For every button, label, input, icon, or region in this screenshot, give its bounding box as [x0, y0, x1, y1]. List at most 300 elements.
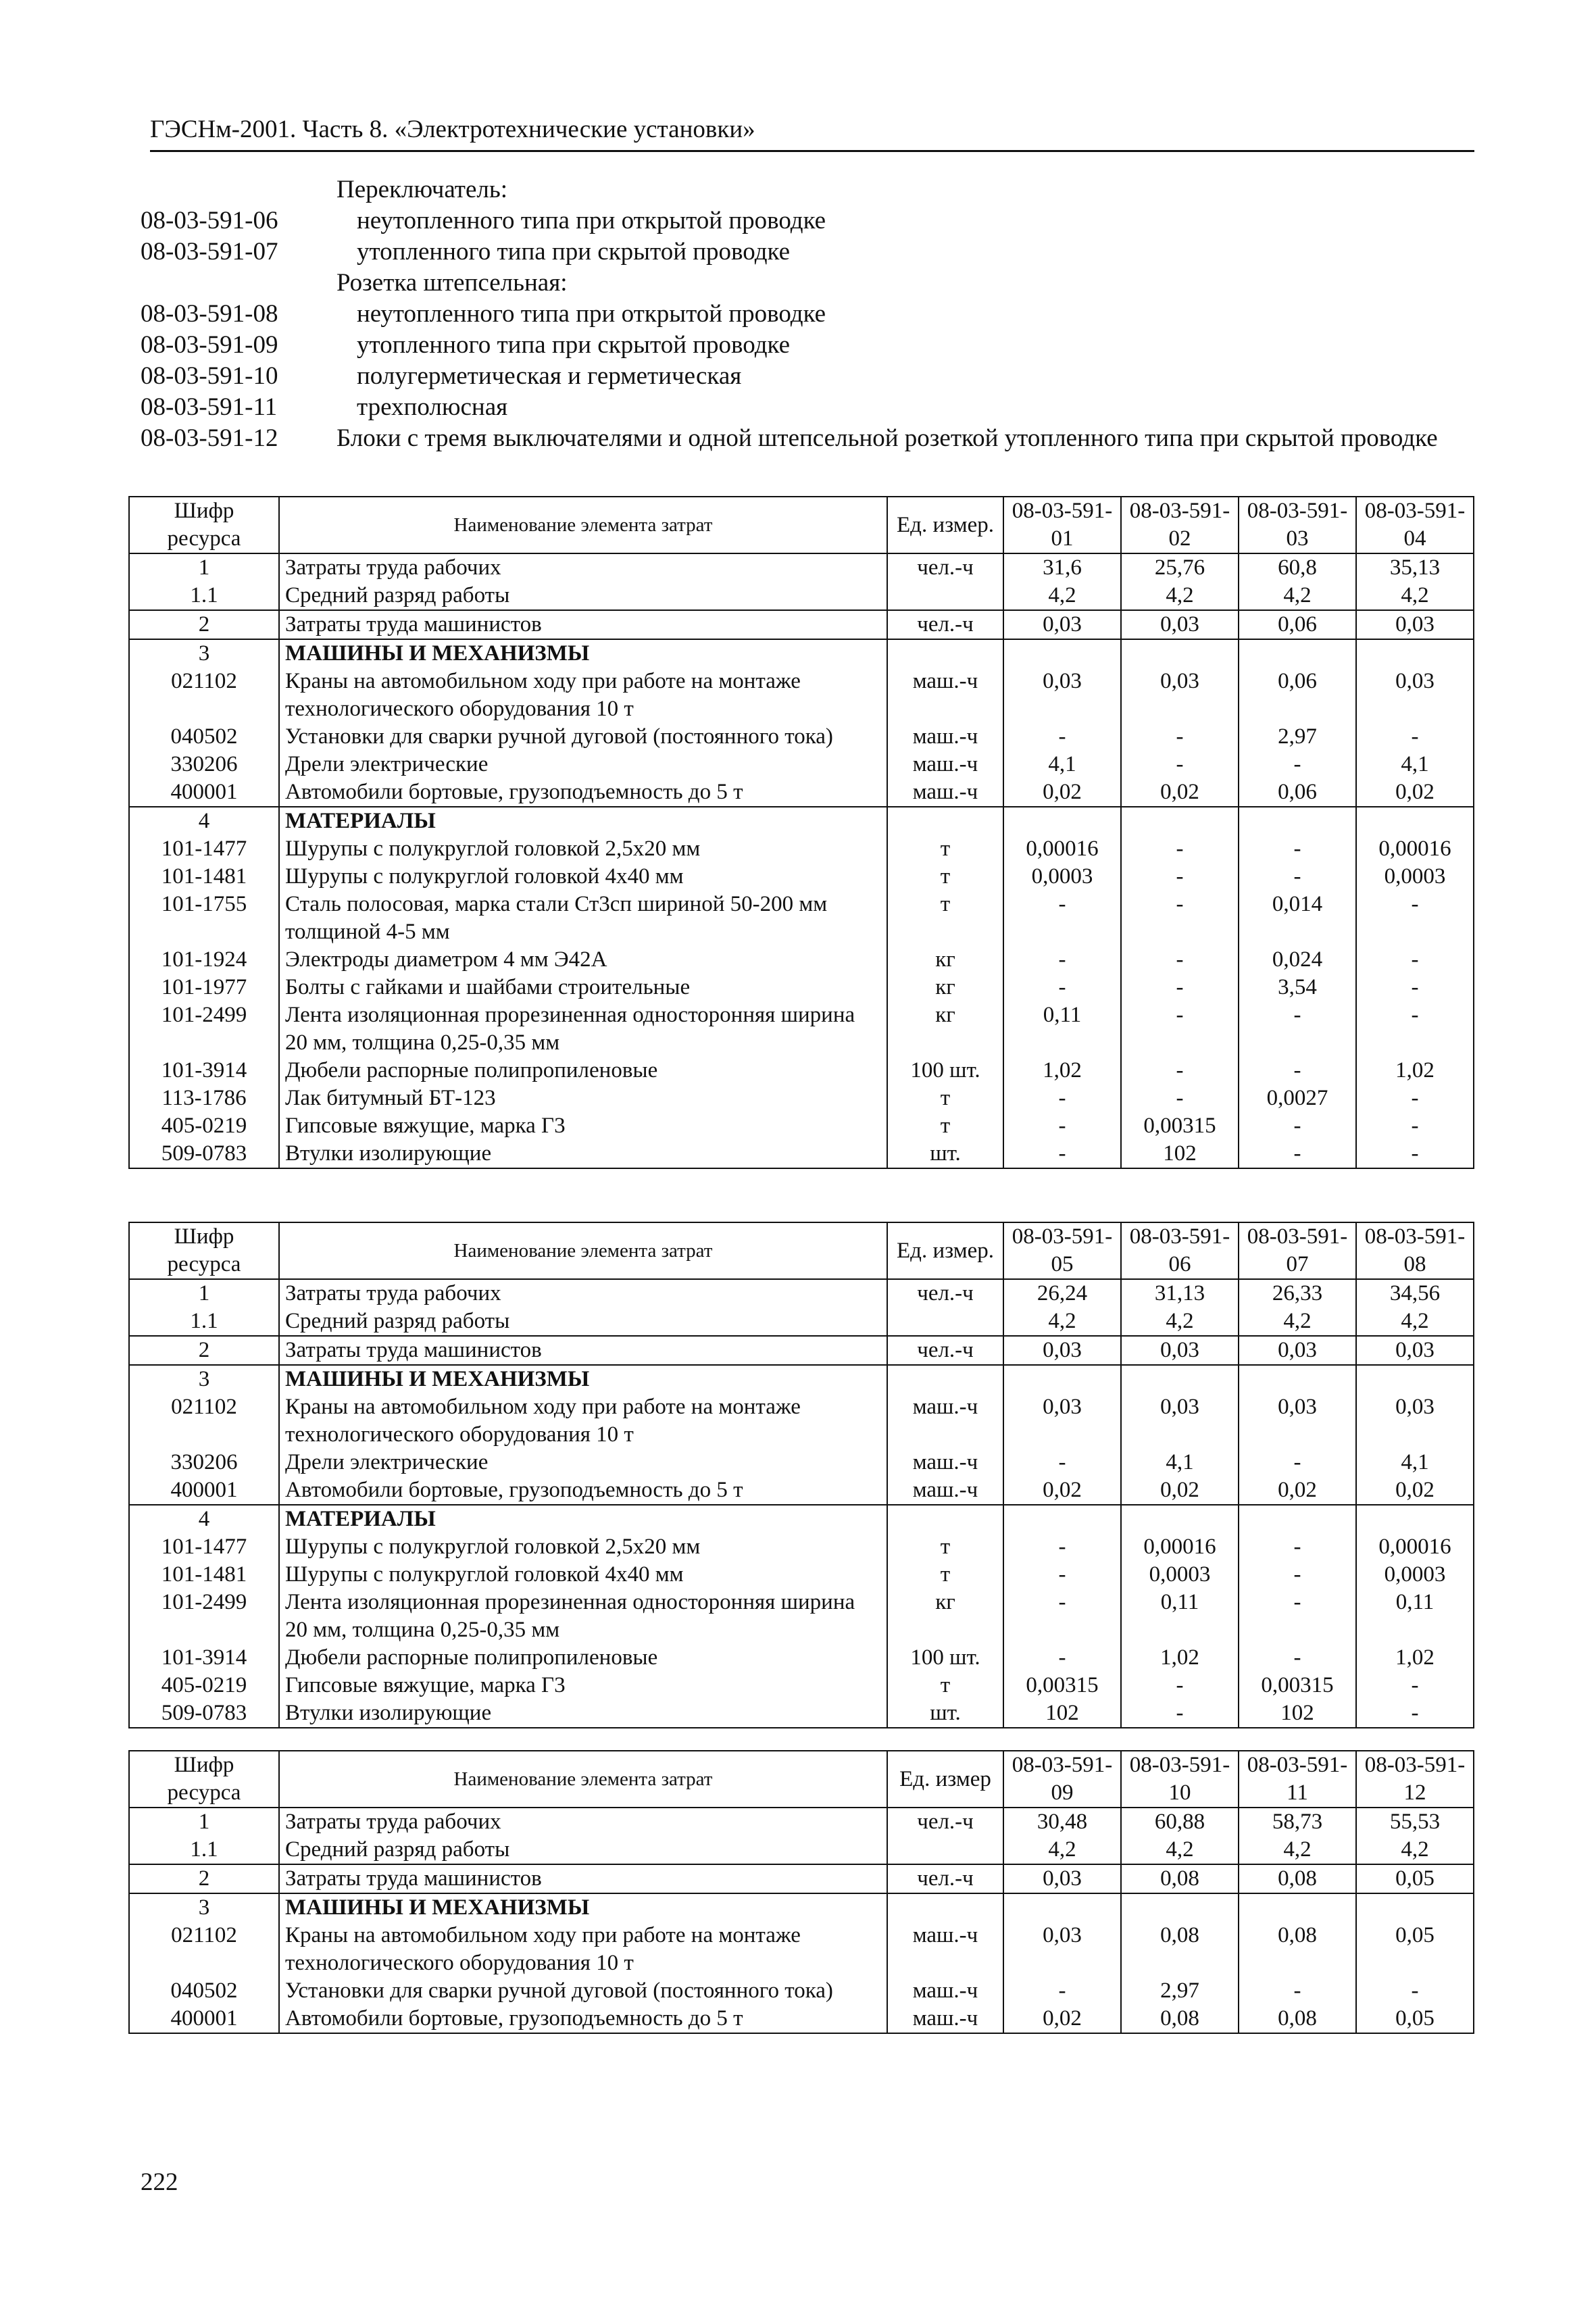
value-cell: 4,2 [1239, 582, 1356, 610]
resource-code: 4 [129, 1505, 279, 1533]
cost-element-name: Шурупы с полукруглой головкой 4х40 мм [279, 1561, 887, 1589]
table-row [129, 1001, 1474, 1057]
value-cell: - [1356, 1699, 1474, 1728]
value-cell: 0,11 [1121, 1589, 1239, 1644]
intro-row [141, 268, 1478, 299]
resource-code: 3 [129, 1893, 279, 1922]
value-cell: 0,08 [1239, 2005, 1356, 2033]
value-cell: 60,8 [1239, 553, 1356, 582]
cost-element-name: Краны на автомобильном ходу при работе на монтаже технологического оборудования 10 т [279, 1393, 887, 1449]
value-cell: - [1121, 751, 1239, 778]
column-header: 08-03-591-10 [1121, 1751, 1239, 1808]
value-cell [1356, 807, 1474, 835]
value-cell: 0,03 [1121, 668, 1239, 723]
table-row [129, 1112, 1474, 1140]
unit-cell: маш.-ч [887, 723, 1003, 751]
value-cell: 0,11 [1356, 1589, 1474, 1644]
value-cell: 4,1 [1121, 1449, 1239, 1476]
table-row [129, 1672, 1474, 1699]
value-cell: - [1239, 1589, 1356, 1644]
value-cell: 4,1 [1356, 1449, 1474, 1476]
unit-cell: маш.-ч [887, 1393, 1003, 1449]
unit-cell: 100 шт. [887, 1644, 1003, 1672]
column-header: Шифр ресурса [129, 1222, 279, 1279]
value-cell [1121, 1365, 1239, 1393]
column-header: Наименование элемента затрат [279, 1222, 887, 1279]
unit-cell [887, 1365, 1003, 1393]
value-cell: - [1356, 891, 1474, 946]
intro-row [141, 237, 1478, 268]
value-cell: 1,02 [1121, 1644, 1239, 1672]
value-cell: 0,02 [1121, 1476, 1239, 1505]
intro-code: 08-03-591-06 [141, 207, 278, 234]
value-cell: - [1239, 1533, 1356, 1561]
value-cell: 4,1 [1356, 751, 1474, 778]
unit-cell: кг [887, 1589, 1003, 1644]
value-cell: 0,11 [1003, 1001, 1121, 1057]
intro-text: Блоки с тремя выключателями и одной штепсельной розеткой утопленного типа при скрытой проводке [336, 424, 1438, 452]
value-cell: 4,1 [1003, 751, 1121, 778]
value-cell: 0,03 [1356, 610, 1474, 639]
unit-cell [887, 639, 1003, 668]
value-cell: - [1003, 1085, 1121, 1112]
cost-element-name: Средний разряд работы [279, 1308, 887, 1336]
unit-cell: чел.-ч [887, 1336, 1003, 1365]
value-cell: 0,03 [1239, 1393, 1356, 1449]
value-cell: 0,02 [1003, 2005, 1121, 2033]
intro-code [141, 174, 336, 205]
value-cell: 0,03 [1003, 1336, 1121, 1365]
unit-cell: т [887, 1561, 1003, 1589]
value-cell: 0,00016 [1356, 1533, 1474, 1561]
resource-code: 101-1755 [129, 891, 279, 946]
column-header: Шифр ресурса [129, 497, 279, 553]
value-cell: - [1239, 1001, 1356, 1057]
column-header: 08-03-591-03 [1239, 497, 1356, 553]
unit-cell: т [887, 1112, 1003, 1140]
resource-code: 021102 [129, 668, 279, 723]
value-cell: 0,08 [1121, 1922, 1239, 1977]
unit-cell: т [887, 863, 1003, 891]
unit-cell: кг [887, 946, 1003, 974]
value-cell [1239, 1893, 1356, 1922]
intro-text: утопленного типа при скрытой проводке [357, 238, 791, 266]
cost-element-name: Шурупы с полукруглой головкой 2,5х20 мм [279, 1533, 887, 1561]
unit-cell: шт. [887, 1699, 1003, 1728]
value-cell: - [1356, 1977, 1474, 2005]
page-header: ГЭСНм-2001. Часть 8. «Электротехнические установки» [150, 114, 1474, 152]
value-cell: - [1239, 1140, 1356, 1168]
table-row [129, 835, 1474, 863]
resource-code: 2 [129, 1864, 279, 1893]
resource-code: 400001 [129, 1476, 279, 1505]
page-number: 222 [141, 2168, 178, 2196]
value-cell: 35,13 [1356, 553, 1474, 582]
value-cell [1003, 639, 1121, 668]
value-cell: 58,73 [1239, 1808, 1356, 1836]
value-cell: - [1003, 1112, 1121, 1140]
value-cell [1003, 807, 1121, 835]
value-cell: - [1239, 1561, 1356, 1589]
value-cell: 0,08 [1121, 1864, 1239, 1893]
value-cell: 25,76 [1121, 553, 1239, 582]
resource-code: 3 [129, 1365, 279, 1393]
unit-cell: кг [887, 974, 1003, 1001]
unit-cell: чел.-ч [887, 553, 1003, 582]
unit-cell: т [887, 835, 1003, 863]
intro-row [141, 423, 1478, 454]
unit-cell: 100 шт. [887, 1057, 1003, 1085]
table-row [129, 639, 1474, 668]
value-cell [1121, 639, 1239, 668]
value-cell: - [1121, 1001, 1239, 1057]
cost-element-name: Гипсовые вяжущие, марка Г3 [279, 1112, 887, 1140]
table-row [129, 974, 1474, 1001]
resource-code: 2 [129, 610, 279, 639]
intro-text: трехполюсная [357, 393, 508, 421]
intro-code [141, 268, 336, 299]
resource-code: 021102 [129, 1393, 279, 1449]
resource-code: 101-1481 [129, 863, 279, 891]
value-cell: 4,2 [1121, 582, 1239, 610]
column-header: 08-03-591-05 [1003, 1222, 1121, 1279]
value-cell: 0,05 [1356, 1922, 1474, 1977]
cost-element-name: Электроды диаметром 4 мм Э42А [279, 946, 887, 974]
value-cell: - [1239, 751, 1356, 778]
value-cell: - [1003, 891, 1121, 946]
unit-cell: маш.-ч [887, 1449, 1003, 1476]
table-row [129, 1336, 1474, 1365]
cost-element-name: Втулки изолирующие [279, 1699, 887, 1728]
table-row [129, 553, 1474, 582]
unit-cell: маш.-ч [887, 778, 1003, 807]
resource-code: 509-0783 [129, 1140, 279, 1168]
value-cell [1356, 1505, 1474, 1533]
resource-code: 040502 [129, 1977, 279, 2005]
value-cell: - [1356, 1001, 1474, 1057]
cost-element-name: Лента изоляционная прорезиненная односторонняя ширина 20 мм, толщина 0,25-0,35 мм [279, 1589, 887, 1644]
column-header: 08-03-591-12 [1356, 1751, 1474, 1808]
value-cell: 4,2 [1239, 1308, 1356, 1336]
table-row [129, 863, 1474, 891]
cost-element-name: МАШИНЫ И МЕХАНИЗМЫ [279, 1365, 887, 1393]
value-cell: - [1003, 723, 1121, 751]
cost-element-name: Средний разряд работы [279, 582, 887, 610]
value-cell [1356, 1893, 1474, 1922]
value-cell: 0,0003 [1356, 1561, 1474, 1589]
value-cell: - [1121, 723, 1239, 751]
cost-element-name: Дюбели распорные полипропиленовые [279, 1644, 887, 1672]
cost-element-name: Дрели электрические [279, 751, 887, 778]
value-cell: 0,03 [1003, 610, 1121, 639]
value-cell: 1,02 [1003, 1057, 1121, 1085]
cost-element-name: Автомобили бортовые, грузоподъемность до 5 т [279, 778, 887, 807]
resource-code: 509-0783 [129, 1699, 279, 1728]
value-cell: 0,03 [1003, 1393, 1121, 1449]
resource-code: 101-3914 [129, 1057, 279, 1085]
value-cell: - [1121, 891, 1239, 946]
unit-cell: маш.-ч [887, 668, 1003, 723]
table-row [129, 2005, 1474, 2033]
resource-code: 3 [129, 639, 279, 668]
value-cell: 0,06 [1239, 778, 1356, 807]
table-row [129, 946, 1474, 974]
value-cell: - [1121, 946, 1239, 974]
column-header: Шифр ресурса [129, 1751, 279, 1808]
value-cell [1239, 1505, 1356, 1533]
cost-element-name: Затраты труда рабочих [279, 1808, 887, 1836]
resource-code: 400001 [129, 2005, 279, 2033]
cost-element-name: Дюбели распорные полипропиленовые [279, 1057, 887, 1085]
value-cell: 1,02 [1356, 1644, 1474, 1672]
value-cell: 60,88 [1121, 1808, 1239, 1836]
cost-element-name: Затраты труда машинистов [279, 1336, 887, 1365]
unit-cell [887, 1308, 1003, 1336]
cost-element-name: Шурупы с полукруглой головкой 4х40 мм [279, 863, 887, 891]
table-row [129, 1893, 1474, 1922]
value-cell: - [1239, 835, 1356, 863]
intro-text: Переключатель: [336, 176, 508, 203]
column-header: 08-03-591-06 [1121, 1222, 1239, 1279]
value-cell: 0,03 [1356, 668, 1474, 723]
resource-code: 101-1477 [129, 1533, 279, 1561]
table-row [129, 1864, 1474, 1893]
cost-element-name: Затраты труда рабочих [279, 553, 887, 582]
resource-code: 101-2499 [129, 1001, 279, 1057]
table-row [129, 778, 1474, 807]
value-cell [1356, 1365, 1474, 1393]
column-header: 08-03-591-08 [1356, 1222, 1474, 1279]
resource-code: 1 [129, 553, 279, 582]
value-cell: - [1356, 1112, 1474, 1140]
table-row [129, 1561, 1474, 1589]
column-header: Ед. измер. [887, 1222, 1003, 1279]
resource-code: 021102 [129, 1922, 279, 1977]
cost-element-name: Затраты труда машинистов [279, 610, 887, 639]
value-cell [1121, 1505, 1239, 1533]
table-row [129, 751, 1474, 778]
value-cell [1239, 807, 1356, 835]
column-header: Наименование элемента затрат [279, 497, 887, 553]
value-cell: 0,05 [1356, 2005, 1474, 2033]
value-cell: - [1356, 1140, 1474, 1168]
cost-element-name: Лак битумный БТ-123 [279, 1085, 887, 1112]
intro-list [141, 174, 1478, 454]
unit-cell: маш.-ч [887, 2005, 1003, 2033]
resource-code: 101-1477 [129, 835, 279, 863]
resource-table-3 [128, 1750, 1474, 2034]
value-cell: - [1356, 723, 1474, 751]
column-header: Ед. измер. [887, 497, 1003, 553]
value-cell: - [1121, 835, 1239, 863]
cost-element-name: Затраты труда рабочих [279, 1279, 887, 1308]
value-cell: - [1003, 946, 1121, 974]
column-header: 08-03-591-07 [1239, 1222, 1356, 1279]
value-cell: 0,0003 [1121, 1561, 1239, 1589]
unit-cell: чел.-ч [887, 610, 1003, 639]
value-cell: - [1239, 1644, 1356, 1672]
value-cell: - [1356, 1672, 1474, 1699]
column-header: 08-03-591-11 [1239, 1751, 1356, 1808]
unit-cell: маш.-ч [887, 1922, 1003, 1977]
resource-table-2 [128, 1222, 1474, 1728]
table-row [129, 582, 1474, 610]
unit-cell [887, 807, 1003, 835]
value-cell: 31,13 [1121, 1279, 1239, 1308]
table-row [129, 1977, 1474, 2005]
unit-cell: шт. [887, 1140, 1003, 1168]
table-row [129, 668, 1474, 723]
resource-code: 1.1 [129, 582, 279, 610]
table-row [129, 807, 1474, 835]
table-row [129, 1308, 1474, 1336]
cost-element-name: МАТЕРИАЛЫ [279, 807, 887, 835]
resource-code: 1.1 [129, 1836, 279, 1864]
table-row [129, 1476, 1474, 1505]
intro-text: неутопленного типа при открытой проводке [357, 207, 826, 234]
unit-cell: чел.-ч [887, 1864, 1003, 1893]
column-header: 08-03-591-04 [1356, 497, 1474, 553]
value-cell: 4,2 [1003, 582, 1121, 610]
cost-element-name: Установки для сварки ручной дуговой (постоянного тока) [279, 723, 887, 751]
resource-code: 1.1 [129, 1308, 279, 1336]
unit-cell [887, 582, 1003, 610]
cost-element-name: Средний разряд работы [279, 1836, 887, 1864]
value-cell [1003, 1365, 1121, 1393]
unit-cell: маш.-ч [887, 1476, 1003, 1505]
value-cell: 0,02 [1003, 1476, 1121, 1505]
cost-element-name: Лента изоляционная прорезиненная односторонняя ширина 20 мм, толщина 0,25-0,35 мм [279, 1001, 887, 1057]
intro-row [141, 299, 1478, 330]
value-cell: 4,2 [1003, 1836, 1121, 1864]
value-cell: 0,00315 [1121, 1112, 1239, 1140]
value-cell: 3,54 [1239, 974, 1356, 1001]
cost-element-name: Автомобили бортовые, грузоподъемность до 5 т [279, 1476, 887, 1505]
value-cell: 26,33 [1239, 1279, 1356, 1308]
value-cell: 0,08 [1239, 1864, 1356, 1893]
value-cell: 0,014 [1239, 891, 1356, 946]
value-cell: - [1003, 1533, 1121, 1561]
cost-element-name: Шурупы с полукруглой головкой 2,5х20 мм [279, 835, 887, 863]
value-cell: 31,6 [1003, 553, 1121, 582]
intro-code: 08-03-591-10 [141, 362, 278, 390]
value-cell: 102 [1121, 1140, 1239, 1168]
value-cell: 0,02 [1121, 778, 1239, 807]
resource-code: 101-1977 [129, 974, 279, 1001]
resource-code: 101-3914 [129, 1644, 279, 1672]
value-cell: 2,97 [1239, 723, 1356, 751]
resource-code: 113-1786 [129, 1085, 279, 1112]
intro-code: 08-03-591-11 [141, 393, 278, 421]
value-cell: 4,2 [1356, 582, 1474, 610]
resource-code: 040502 [129, 723, 279, 751]
value-cell: - [1003, 974, 1121, 1001]
column-header: 08-03-591-02 [1121, 497, 1239, 553]
column-header: Наименование элемента затрат [279, 1751, 887, 1808]
value-cell: 0,08 [1121, 2005, 1239, 2033]
intro-text: неутопленного типа при открытой проводке [357, 300, 826, 328]
value-cell: 0,02 [1356, 778, 1474, 807]
value-cell: 0,0003 [1356, 863, 1474, 891]
value-cell [1239, 1365, 1356, 1393]
value-cell: 2,97 [1121, 1977, 1239, 2005]
intro-text: утопленного типа при скрытой проводке [357, 331, 791, 359]
cost-element-name: Краны на автомобильном ходу при работе на монтаже технологического оборудования 10 т [279, 1922, 887, 1977]
value-cell: - [1239, 1449, 1356, 1476]
value-cell: 0,03 [1003, 668, 1121, 723]
intro-row [141, 392, 1478, 423]
value-cell: - [1356, 974, 1474, 1001]
value-cell: - [1121, 863, 1239, 891]
value-cell: 4,2 [1239, 1836, 1356, 1864]
unit-cell: т [887, 1085, 1003, 1112]
resource-code: 330206 [129, 751, 279, 778]
table-row [129, 1057, 1474, 1085]
value-cell [1356, 639, 1474, 668]
intro-code: 08-03-591-12 [141, 424, 278, 452]
value-cell: 0,0027 [1239, 1085, 1356, 1112]
resource-code: 4 [129, 807, 279, 835]
column-header: Ед. измер [887, 1751, 1003, 1808]
value-cell: 0,00315 [1003, 1672, 1121, 1699]
table-row [129, 1922, 1474, 1977]
intro-row [141, 174, 1478, 205]
table-row [129, 610, 1474, 639]
table-row [129, 1279, 1474, 1308]
table-row [129, 1699, 1474, 1728]
value-cell: 0,06 [1239, 610, 1356, 639]
intro-row [141, 361, 1478, 392]
value-cell: - [1239, 1057, 1356, 1085]
value-cell: 0,05 [1356, 1864, 1474, 1893]
cost-element-name: Болты с гайками и шайбами строительные [279, 974, 887, 1001]
value-cell: 0,06 [1239, 668, 1356, 723]
resource-code: 405-0219 [129, 1672, 279, 1699]
cost-element-name: МАТЕРИАЛЫ [279, 1505, 887, 1533]
intro-row [141, 205, 1478, 237]
value-cell: 0,00016 [1356, 835, 1474, 863]
resource-code: 2 [129, 1336, 279, 1365]
value-cell: - [1239, 863, 1356, 891]
cost-element-name: Втулки изолирующие [279, 1140, 887, 1168]
value-cell: 0,03 [1356, 1336, 1474, 1365]
value-cell: 0,03 [1239, 1336, 1356, 1365]
table-row [129, 1589, 1474, 1644]
cost-element-name: Краны на автомобильном ходу при работе на монтаже технологического оборудования 10 т [279, 668, 887, 723]
intro-text: полугерметическая и герметическая [357, 362, 742, 390]
value-cell: 4,2 [1356, 1308, 1474, 1336]
unit-cell: маш.-ч [887, 1977, 1003, 2005]
unit-cell [887, 1893, 1003, 1922]
table-row [129, 1085, 1474, 1112]
unit-cell: т [887, 1672, 1003, 1699]
table-row [129, 1140, 1474, 1168]
unit-cell: т [887, 1533, 1003, 1561]
value-cell: 102 [1003, 1699, 1121, 1728]
cost-element-name: МАШИНЫ И МЕХАНИЗМЫ [279, 639, 887, 668]
value-cell: - [1356, 946, 1474, 974]
value-cell: 0,0003 [1003, 863, 1121, 891]
unit-cell: маш.-ч [887, 751, 1003, 778]
resource-code: 1 [129, 1808, 279, 1836]
table-row [129, 1836, 1474, 1864]
table-row [129, 1644, 1474, 1672]
value-cell: 55,53 [1356, 1808, 1474, 1836]
value-cell: 0,03 [1121, 1393, 1239, 1449]
value-cell: - [1003, 1449, 1121, 1476]
table-row [129, 1393, 1474, 1449]
value-cell: 4,2 [1121, 1836, 1239, 1864]
